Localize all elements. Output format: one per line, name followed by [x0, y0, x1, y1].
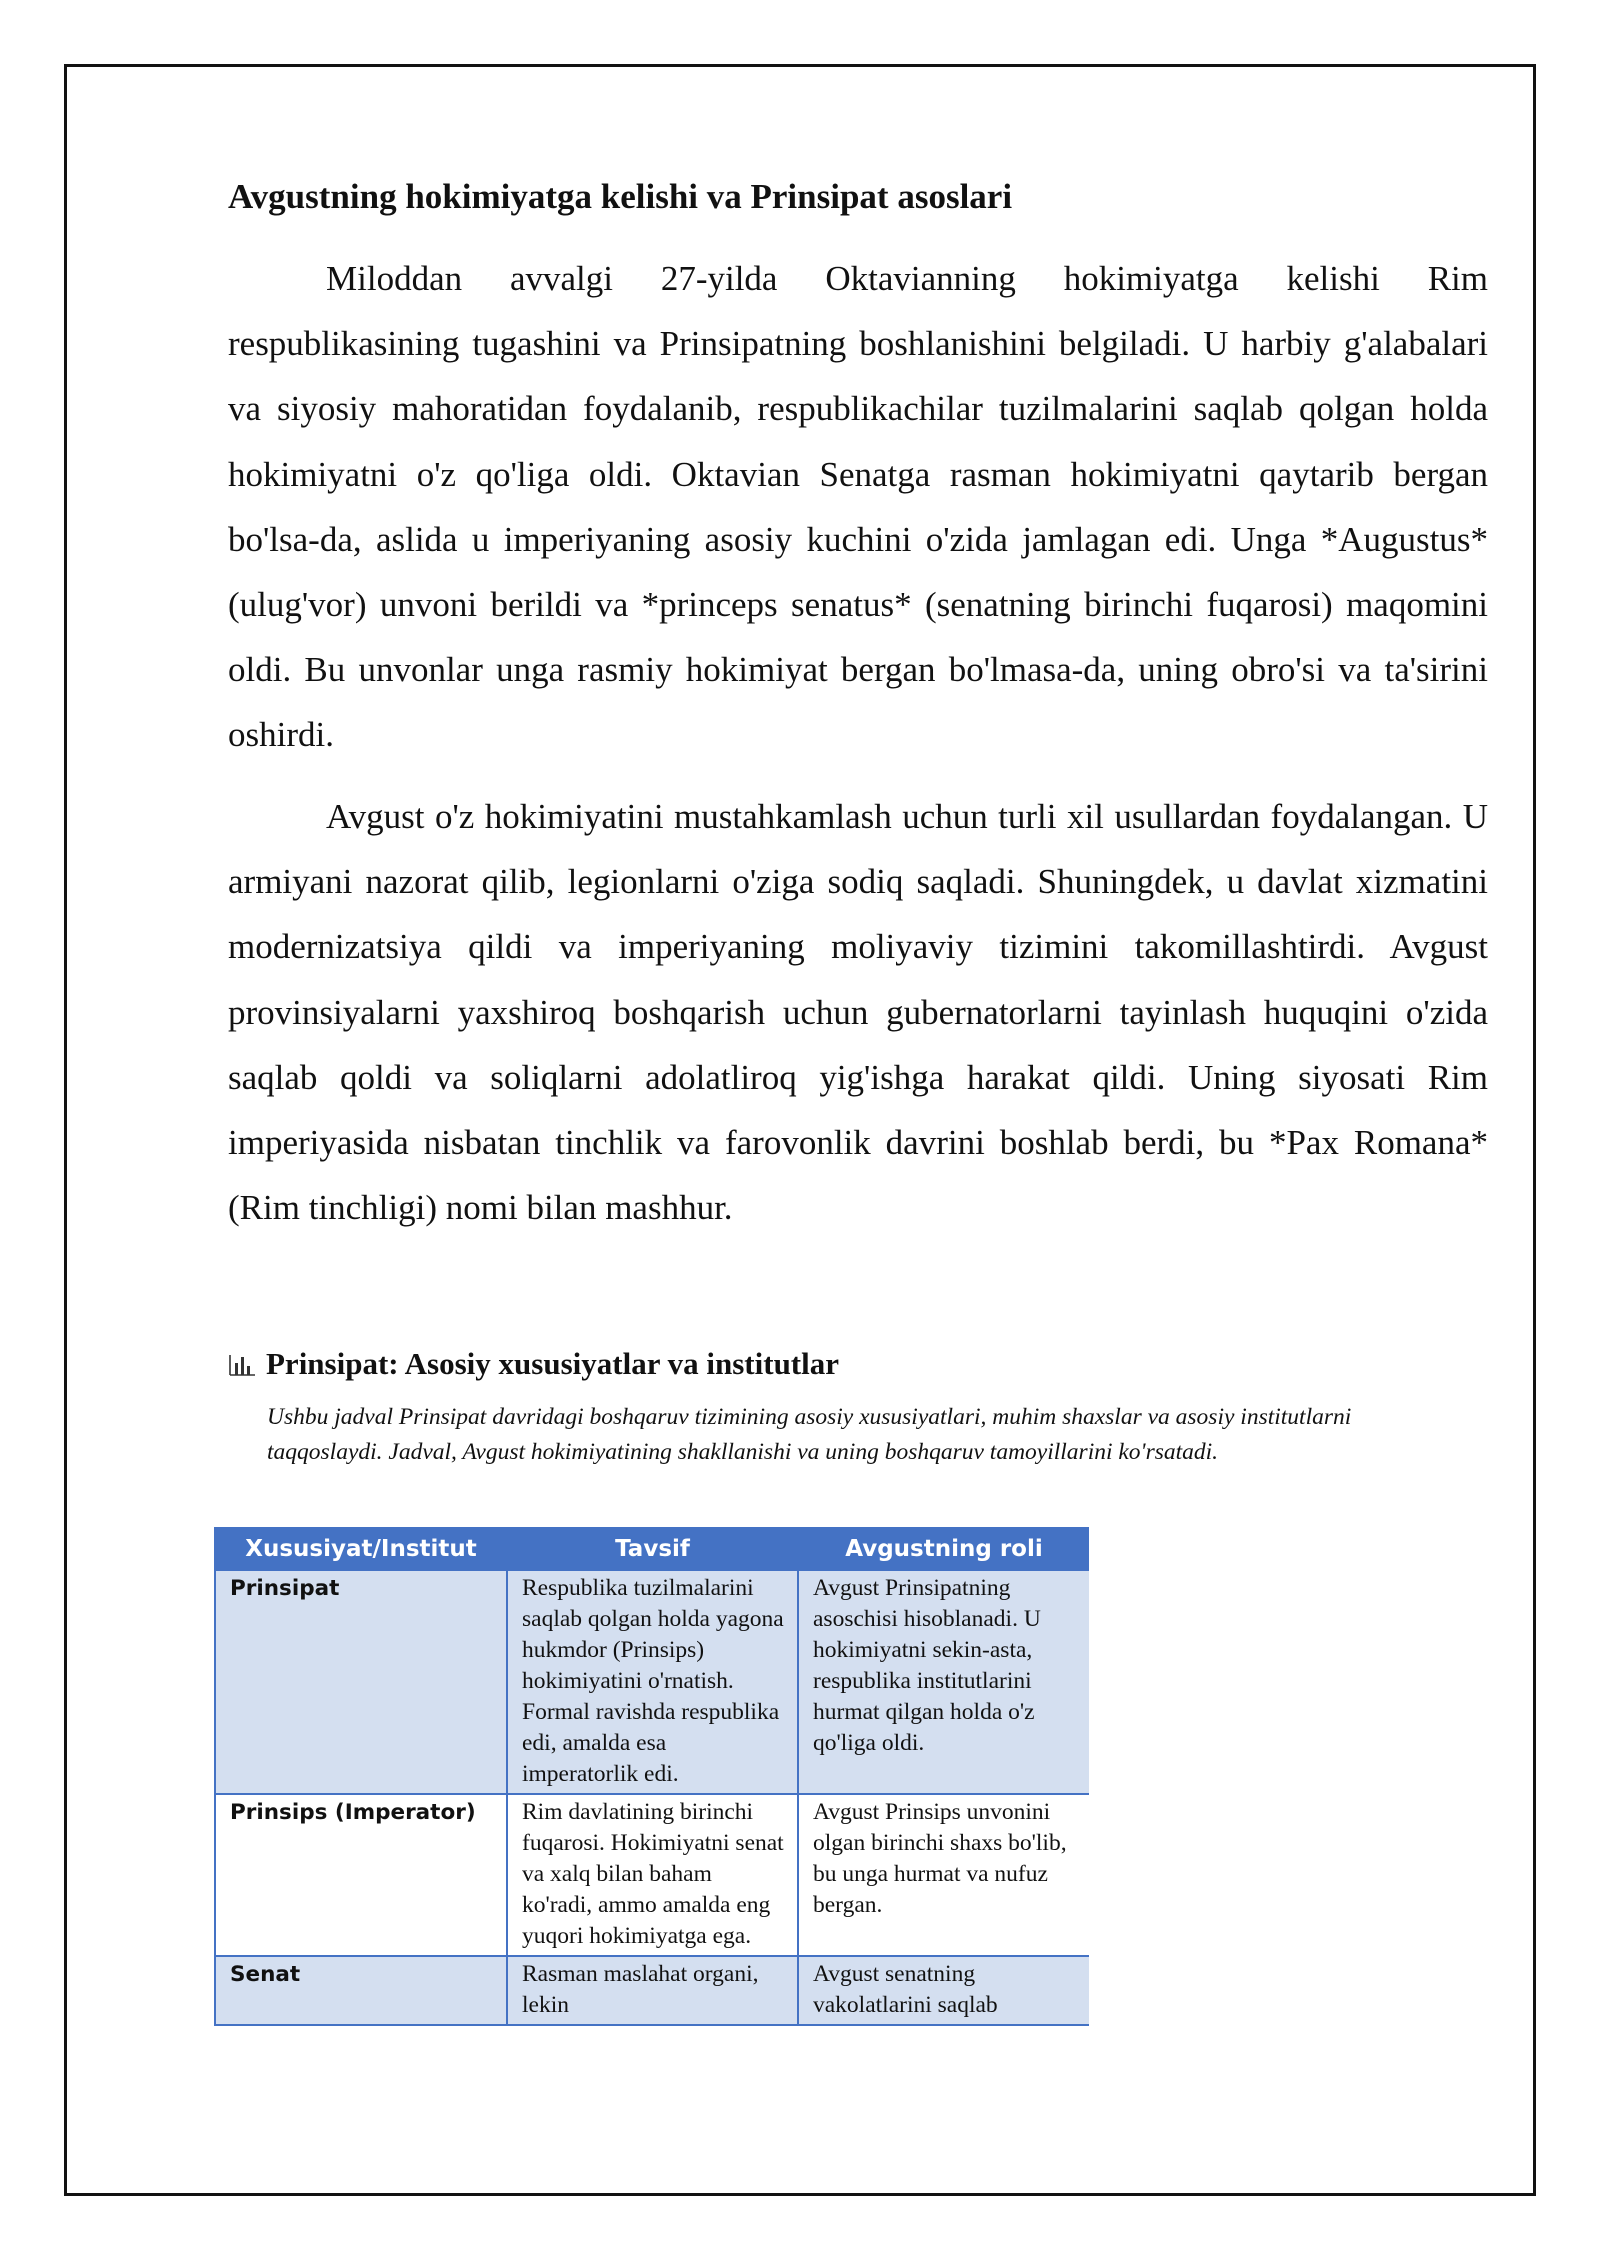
column-header: Tavsif	[507, 1528, 798, 1570]
features-table	[214, 1527, 1089, 2026]
table-title-text: Prinsipat: Asosiy xususiyatlar va institutlar	[266, 1346, 840, 1381]
table-row	[215, 1956, 1089, 2025]
row-augustus-role: Avgust Prinsips unvonini olgan birinchi shaxs bo'lib, bu unga hurmat va nufuz bergan.	[798, 1794, 1089, 1956]
row-augustus-role: Avgust Prinsipatning asoschisi hisoblanadi. U hokimiyatni sekin-asta, respublika institutlarini hurmat qilgan holda o'z qo'liga oldi.	[798, 1570, 1089, 1794]
row-key: Prinsips (Imperator)	[215, 1794, 507, 1956]
section-heading: Avgustning hokimiyatga kelishi va Prinsipat asoslari	[228, 177, 1013, 216]
row-description: Respublika tuzilmalarini saqlab qolgan holda yagona hukmdor (Prinsips) hokimiyatini o'rnatish. Formal ravishda respublika edi, amalda esa imperatorlik edi.	[507, 1570, 798, 1794]
bar-chart-icon	[228, 1342, 256, 1386]
table-row	[215, 1794, 1089, 1956]
row-key: Prinsipat	[215, 1570, 507, 1794]
row-key: Senat	[215, 1956, 507, 2025]
table-row	[215, 1570, 1089, 1794]
column-header: Xususiyat/Institut	[215, 1528, 507, 1570]
row-description: Rasman maslahat organi, lekin	[507, 1956, 798, 2025]
table-caption: Ushbu jadval Prinsipat davridagi boshqaruv tizimining asosiy xususiyatlari, muhim shaxslar va asosiy institutlarni taqqoslaydi. Jadval, Avgust hokimiyatining shakllanishi va uning boshqaruv tamoyillarini ko'rsatadi.	[267, 1404, 1352, 1465]
column-header: Avgustning roli	[798, 1528, 1089, 1570]
table-container	[214, 1527, 1089, 2104]
paragraph-2: Avgust o'z hokimiyatini mustahkamlash uchun turli xil usullardan foydalangan. U armiyani nazorat qilib, legionlarni o'ziga sodiq saqladi. Shuningdek, u davlat xizmatini modernizatsiya qildi va imperiyaning moliyaviy tizimini takomillashtirdi. Avgust provinsiyalarni yaxshiroq boshqarish uchun gubernatorlarni tayinlash huquqini o'zida saqlab qoldi va soliqlarni adolatliroq yig'ishga harakat qildi. Uning siyosati Rim imperiyasida nisbatan tinchlik va farovonlik davrini boshlab berdi, bu *Pax Romana* (Rim tinchligi) nomi bilan mashhur.	[228, 797, 1488, 1228]
paragraph-1: Miloddan avvalgi 27-yilda Oktavianning hokimiyatga kelishi Rim respublikasining tugashini va Prinsipatning boshlanishini belgiladi. U harbiy g'alabalari va siyosiy mahoratidan foydalanib, respublikachilar tuzilmalarini saqlab qolgan holda hokimiyatni o'z qo'liga oldi. Oktavian Senatga rasman hokimiyatni qaytarib bergan bo'lsa-da, aslida u imperiyaning asosiy kuchini o'zida jamlagan edi. Unga *Augustus* (ulug'vor) unvoni berildi va *princeps senatus* (senatning birinchi fuqarosi) maqomini oldi. Bu unvonlar unga rasmiy hokimiyat bergan bo'lmasa-da, uning obro'si va ta'sirini oshirdi.	[228, 259, 1488, 755]
table-header-row	[215, 1528, 1089, 1570]
row-description: Rim davlatining birinchi fuqarosi. Hokimiyatni senat va xalq bilan baham ko'radi, ammo amalda eng yuqori hokimiyatga ega.	[507, 1794, 798, 1956]
table-title	[228, 1342, 839, 1386]
row-augustus-role: Avgust senatning vakolatlarini saqlab	[798, 1956, 1089, 2025]
